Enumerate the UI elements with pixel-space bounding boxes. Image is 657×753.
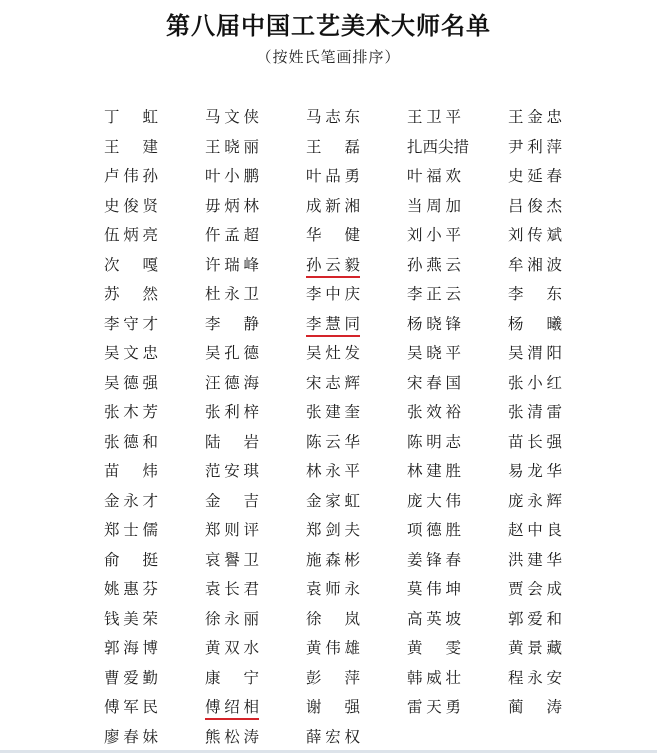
name-text: 毋 炳 林 <box>205 196 259 215</box>
name-entry <box>407 370 508 400</box>
name-text: 张 清 雷 <box>508 403 562 421</box>
name-text: 王 金 忠 <box>508 108 562 126</box>
name-entry <box>205 399 306 429</box>
name-text: 高 英 坡 <box>407 609 461 628</box>
name-entry <box>205 370 306 400</box>
name-text: 仵 孟 超 <box>205 226 259 244</box>
name-text: 曹 爱 勤 <box>104 668 158 687</box>
name-text: 李 慧 同 <box>306 314 360 333</box>
name-text: 赵 中 良 <box>508 521 562 539</box>
name-text: 叶 小 鹏 <box>205 167 259 185</box>
name-entry <box>508 399 609 429</box>
name-text: 马 志 东 <box>306 108 360 126</box>
name-text: 黄 雯 <box>407 639 461 657</box>
name-entry <box>205 724 306 753</box>
name-entry <box>205 694 306 724</box>
name-entry <box>306 222 407 252</box>
name-entry <box>205 665 306 695</box>
name-entry <box>104 429 205 459</box>
name-entry <box>104 576 205 606</box>
name-entry <box>306 724 407 753</box>
name-text: 刘 传 斌 <box>508 226 562 244</box>
name-entry <box>104 635 205 665</box>
name-list-grid <box>104 104 624 753</box>
name-text: 谢 强 <box>306 698 360 716</box>
document-title: 第八届中国工艺美术大师名单 <box>166 11 491 40</box>
name-entry <box>407 547 508 577</box>
name-entry <box>508 517 609 547</box>
name-text: 金 吉 <box>205 491 259 510</box>
name-text: 项 德 胜 <box>407 521 461 539</box>
name-entry <box>508 547 609 577</box>
highlight-underline <box>205 718 259 720</box>
name-text: 华 健 <box>306 226 360 244</box>
name-entry <box>306 635 407 665</box>
name-entry <box>508 370 609 400</box>
name-entry <box>205 547 306 577</box>
name-entry <box>508 134 609 164</box>
name-entry <box>508 458 609 488</box>
name-entry <box>407 340 508 370</box>
name-entry <box>306 576 407 606</box>
name-entry <box>104 606 205 636</box>
name-text: 王 磊 <box>306 137 360 156</box>
name-text: 吕 俊 杰 <box>508 196 562 215</box>
name-entry <box>508 340 609 370</box>
name-entry <box>104 134 205 164</box>
name-text: 吴 晓 平 <box>407 344 461 362</box>
name-text: 李 正 云 <box>407 285 461 303</box>
name-text: 李 静 <box>205 314 259 333</box>
name-entry <box>508 222 609 252</box>
name-entry <box>104 399 205 429</box>
name-text: 康 宁 <box>205 668 259 687</box>
name-text: 丁 虹 <box>104 108 158 126</box>
name-text: 史 俊 贤 <box>104 196 158 215</box>
name-text: 傅 绍 相 <box>205 698 259 716</box>
name-entry <box>508 665 609 695</box>
name-text: 徐 永 丽 <box>205 609 259 628</box>
name-text: 陈 云 华 <box>306 432 360 451</box>
name-text: 贾 会 成 <box>508 580 562 598</box>
name-text: 刘 小 平 <box>407 226 461 244</box>
name-entry <box>104 458 205 488</box>
name-text: 张 效 裕 <box>407 403 461 421</box>
name-entry <box>205 134 306 164</box>
name-text: 莫 伟 坤 <box>407 580 461 598</box>
highlight-underline <box>306 276 360 278</box>
name-text: 王 建 <box>104 137 158 156</box>
name-text: 哀 譽 卫 <box>205 550 259 569</box>
name-entry <box>205 193 306 223</box>
name-entry <box>508 429 609 459</box>
name-entry <box>104 163 205 193</box>
name-entry <box>104 694 205 724</box>
name-entry <box>104 547 205 577</box>
name-entry <box>508 694 609 724</box>
name-text: 袁 长 君 <box>205 580 259 598</box>
name-text: 傅 军 民 <box>104 698 158 716</box>
name-text: 金 永 才 <box>104 491 158 510</box>
name-entry <box>205 606 306 636</box>
name-text: 彭 萍 <box>306 668 360 687</box>
name-entry <box>104 193 205 223</box>
name-text: 张 德 和 <box>104 432 158 451</box>
name-entry <box>306 163 407 193</box>
name-text: 吴 灶 发 <box>306 344 360 362</box>
name-entry <box>407 281 508 311</box>
name-text: 黄 双 水 <box>205 639 259 657</box>
name-text: 马 文 侠 <box>205 108 259 126</box>
name-text: 姚 惠 芬 <box>104 580 158 598</box>
name-entry <box>205 163 306 193</box>
name-text: 郑 士 儒 <box>104 521 158 539</box>
name-entry <box>407 635 508 665</box>
name-text: 杨 晓 锋 <box>407 314 461 333</box>
name-entry <box>508 576 609 606</box>
name-text: 当 周 加 <box>407 196 461 215</box>
name-text: 苗 长 强 <box>508 432 562 451</box>
name-entry <box>508 488 609 518</box>
name-entry <box>205 488 306 518</box>
name-entry <box>205 635 306 665</box>
name-entry <box>306 547 407 577</box>
name-text: 郑 剑 夫 <box>306 521 360 539</box>
name-entry <box>306 281 407 311</box>
name-text: 雷 天 勇 <box>407 698 461 716</box>
name-text: 钱 美 荣 <box>104 609 158 628</box>
name-text: 次 嘎 <box>104 255 158 274</box>
name-text: 卢 伟 孙 <box>104 167 158 185</box>
document-subtitle: （按姓氏笔画排序） <box>256 48 401 66</box>
name-text: 黄 景 藏 <box>508 639 562 657</box>
name-text: 张 小 红 <box>508 373 562 392</box>
name-entry <box>306 694 407 724</box>
highlight-underline <box>306 335 360 337</box>
name-text: 张 建 奎 <box>306 403 360 421</box>
name-text: 陈 明 志 <box>407 432 461 451</box>
name-entry <box>306 104 407 134</box>
name-entry <box>407 163 508 193</box>
name-text: 郭 爱 和 <box>508 609 562 628</box>
name-entry <box>205 340 306 370</box>
name-text: 吴 德 强 <box>104 373 158 392</box>
name-entry <box>306 340 407 370</box>
name-text: 苏 然 <box>104 285 158 303</box>
name-text: 王 晓 丽 <box>205 137 259 156</box>
name-text: 汪 德 海 <box>205 373 259 392</box>
name-entry <box>407 458 508 488</box>
name-text: 庞 大 伟 <box>407 491 461 510</box>
name-entry <box>407 311 508 341</box>
name-entry <box>508 193 609 223</box>
name-text: 林 永 平 <box>306 462 360 480</box>
name-text: 李 东 <box>508 285 562 303</box>
name-entry <box>306 370 407 400</box>
name-text: 成 新 湘 <box>306 196 360 215</box>
name-text: 薛 宏 权 <box>306 727 360 746</box>
name-entry <box>104 222 205 252</box>
name-entry <box>508 104 609 134</box>
name-entry <box>508 311 609 341</box>
name-entry <box>407 517 508 547</box>
name-entry <box>205 576 306 606</box>
name-text: 宋 春 国 <box>407 373 461 392</box>
name-entry <box>508 252 609 282</box>
name-text: 吴 孔 德 <box>205 344 259 362</box>
name-text: 许 瑞 峰 <box>205 255 259 274</box>
name-entry <box>407 576 508 606</box>
name-text: 史 延 春 <box>508 167 562 185</box>
name-text: 牟 湘 波 <box>508 255 562 274</box>
name-entry <box>306 429 407 459</box>
name-entry <box>306 399 407 429</box>
name-entry <box>306 606 407 636</box>
name-text: 袁 师 永 <box>306 580 360 598</box>
name-text: 张 利 梓 <box>205 403 259 421</box>
name-text: 金 家 虹 <box>306 491 360 510</box>
name-entry <box>104 104 205 134</box>
name-text: 黄 伟 雄 <box>306 639 360 657</box>
name-text: 叶 品 勇 <box>306 167 360 185</box>
name-entry <box>104 488 205 518</box>
name-entry <box>407 606 508 636</box>
name-entry <box>508 163 609 193</box>
name-entry <box>407 222 508 252</box>
name-text: 陆 岩 <box>205 432 259 451</box>
name-text: 李 守 才 <box>104 314 158 333</box>
name-entry <box>407 252 508 282</box>
name-entry <box>508 606 609 636</box>
name-entry <box>205 252 306 282</box>
name-text: 范 安 琪 <box>205 462 259 480</box>
name-entry <box>306 488 407 518</box>
name-entry <box>306 252 407 282</box>
name-text: 徐 岚 <box>306 609 360 628</box>
name-entry <box>407 488 508 518</box>
name-entry <box>306 134 407 164</box>
name-entry <box>104 665 205 695</box>
name-entry <box>306 665 407 695</box>
name-text: 俞 挺 <box>104 550 158 569</box>
name-entry <box>407 104 508 134</box>
name-entry <box>205 458 306 488</box>
name-text: 易 龙 华 <box>508 462 562 480</box>
name-entry <box>306 311 407 341</box>
name-entry <box>306 193 407 223</box>
name-text: 庞 永 辉 <box>508 491 562 510</box>
name-text: 扎 西 尖 措 <box>407 137 470 156</box>
name-text: 张 木 芳 <box>104 403 158 421</box>
name-entry <box>407 134 508 164</box>
name-entry <box>205 429 306 459</box>
name-entry <box>205 281 306 311</box>
name-entry <box>306 517 407 547</box>
name-text: 尹 利 萍 <box>508 137 562 156</box>
name-entry <box>104 724 205 753</box>
name-text: 王 卫 平 <box>407 108 461 126</box>
name-entry <box>104 252 205 282</box>
name-entry <box>306 458 407 488</box>
name-entry <box>407 694 508 724</box>
name-entry <box>407 665 508 695</box>
name-text: 郭 海 博 <box>104 639 158 657</box>
name-text: 洪 建 华 <box>508 550 562 569</box>
name-text: 伍 炳 亮 <box>104 226 158 244</box>
name-entry <box>104 370 205 400</box>
name-entry <box>104 311 205 341</box>
name-text: 韩 威 壮 <box>407 668 461 687</box>
name-text: 姜 锋 春 <box>407 550 461 569</box>
name-text: 熊 松 涛 <box>205 727 259 746</box>
name-entry <box>508 635 609 665</box>
name-text: 郑 则 评 <box>205 521 259 539</box>
name-text: 施 森 彬 <box>306 550 360 569</box>
name-text: 李 中 庆 <box>306 285 360 303</box>
name-entry <box>407 429 508 459</box>
name-text: 孙 燕 云 <box>407 255 461 274</box>
name-text: 孙 云 毅 <box>306 255 360 274</box>
name-entry <box>104 340 205 370</box>
name-text: 苗 炜 <box>104 462 158 480</box>
name-entry <box>407 399 508 429</box>
name-text: 蔺 涛 <box>508 698 562 716</box>
name-text: 程 永 安 <box>508 668 562 687</box>
name-text: 吴 文 忠 <box>104 344 158 362</box>
name-text: 宋 志 辉 <box>306 373 360 392</box>
name-entry <box>205 311 306 341</box>
name-entry <box>205 104 306 134</box>
name-entry <box>205 517 306 547</box>
name-entry <box>407 193 508 223</box>
name-text: 杨 曦 <box>508 314 562 333</box>
name-entry <box>104 517 205 547</box>
name-text: 吴 渭 阳 <box>508 344 562 362</box>
name-entry <box>508 281 609 311</box>
name-text: 杜 永 卫 <box>205 285 259 303</box>
name-entry <box>205 222 306 252</box>
name-entry <box>104 281 205 311</box>
name-text: 叶 福 欢 <box>407 167 461 185</box>
name-text: 林 建 胜 <box>407 462 461 480</box>
name-text: 廖 春 妹 <box>104 727 158 746</box>
